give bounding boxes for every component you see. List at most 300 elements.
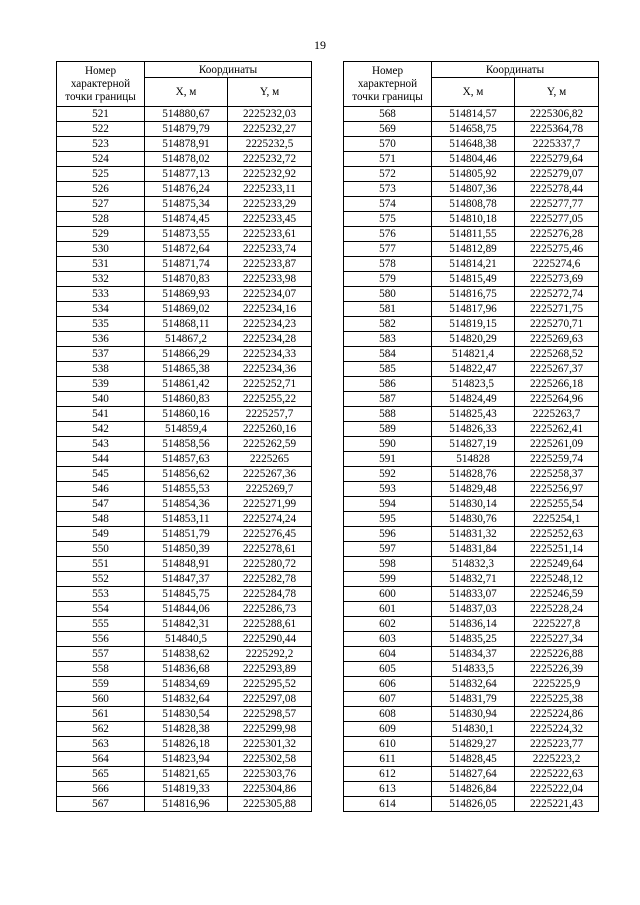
y-coordinate-cell: 2225293,89: [228, 662, 312, 677]
point-number-cell: 533: [57, 287, 145, 302]
x-coordinate-cell: 514829,48: [432, 482, 515, 497]
point-number-cell: 549: [57, 527, 145, 542]
y-coordinate-cell: 2225252,71: [228, 377, 312, 392]
y-coordinate-cell: 2225337,7: [515, 137, 599, 152]
point-number-cell: 608: [344, 707, 432, 722]
point-number-cell: 556: [57, 632, 145, 647]
y-coordinate-cell: 2225272,74: [515, 287, 599, 302]
point-number-cell: 551: [57, 557, 145, 572]
y-coordinate-cell: 2225274,24: [228, 512, 312, 527]
table-row: [57, 602, 312, 617]
y-coordinate-cell: 2225259,74: [515, 452, 599, 467]
point-number-cell: 611: [344, 752, 432, 767]
table-row: [57, 512, 312, 527]
point-number-cell: 544: [57, 452, 145, 467]
x-coordinate-cell: 514810,18: [432, 212, 515, 227]
y-coordinate-cell: 2225277,77: [515, 197, 599, 212]
table-row: [344, 497, 599, 512]
x-coordinate-cell: 514829,27: [432, 737, 515, 752]
x-coordinate-cell: 514830,94: [432, 707, 515, 722]
point-number-cell: 591: [344, 452, 432, 467]
y-coordinate-cell: 2225226,88: [515, 647, 599, 662]
x-coordinate-cell: 514828: [432, 452, 515, 467]
x-coordinate-cell: 514836,14: [432, 617, 515, 632]
x-coordinate-cell: 514851,79: [145, 527, 228, 542]
y-coordinate-cell: 2225303,76: [228, 767, 312, 782]
point-number-cell: 525: [57, 167, 145, 182]
y-coordinate-cell: 2225256,97: [515, 482, 599, 497]
x-coordinate-cell: 514872,64: [145, 242, 228, 257]
table-row: [344, 587, 599, 602]
y-coordinate-cell: 2225263,7: [515, 407, 599, 422]
y-coordinate-cell: 2225249,64: [515, 557, 599, 572]
table-row: [57, 737, 312, 752]
table-row: [344, 632, 599, 647]
x-coordinate-cell: 514838,62: [145, 647, 228, 662]
y-coordinate-cell: 2225267,36: [228, 467, 312, 482]
y-coordinate-cell: 2225225,38: [515, 692, 599, 707]
table-row: [344, 797, 599, 812]
x-coordinate-cell: 514658,75: [432, 122, 515, 137]
y-coordinate-cell: 2225267,37: [515, 362, 599, 377]
table-row: [344, 767, 599, 782]
y-coordinate-cell: 2225270,71: [515, 317, 599, 332]
x-coordinate-cell: 514823,5: [432, 377, 515, 392]
x-coordinate-cell: 514821,65: [145, 767, 228, 782]
point-number-cell: 595: [344, 512, 432, 527]
point-number-cell: 559: [57, 677, 145, 692]
point-number-cell: 553: [57, 587, 145, 602]
point-number-cell: 588: [344, 407, 432, 422]
y-coordinate-cell: 2225264,96: [515, 392, 599, 407]
point-number-cell: 538: [57, 362, 145, 377]
point-number-cell: 584: [344, 347, 432, 362]
point-number-cell: 593: [344, 482, 432, 497]
table-row: [344, 512, 599, 527]
table-row: [57, 212, 312, 227]
table-row: [344, 467, 599, 482]
point-number-cell: 592: [344, 467, 432, 482]
table-row: [57, 452, 312, 467]
point-number-cell: 552: [57, 572, 145, 587]
point-number-cell: 529: [57, 227, 145, 242]
y-coordinate-cell: 2225290,44: [228, 632, 312, 647]
point-number-cell: 578: [344, 257, 432, 272]
table-row: [344, 482, 599, 497]
y-coordinate-cell: 2225282,78: [228, 572, 312, 587]
header-y: Y, м: [228, 78, 312, 107]
point-number-cell: 543: [57, 437, 145, 452]
y-coordinate-cell: 2225276,28: [515, 227, 599, 242]
point-number-cell: 577: [344, 242, 432, 257]
table-row: [344, 692, 599, 707]
y-coordinate-cell: 2225233,61: [228, 227, 312, 242]
table-row: [57, 182, 312, 197]
y-coordinate-cell: 2225232,92: [228, 167, 312, 182]
table-row: [344, 647, 599, 662]
point-number-cell: 557: [57, 647, 145, 662]
x-coordinate-cell: 514812,89: [432, 242, 515, 257]
point-number-cell: 547: [57, 497, 145, 512]
table-row: [57, 332, 312, 347]
point-number-cell: 564: [57, 752, 145, 767]
x-coordinate-cell: 514875,34: [145, 197, 228, 212]
x-coordinate-cell: 514828,45: [432, 752, 515, 767]
x-coordinate-cell: 514845,75: [145, 587, 228, 602]
header-point-number: Номер характерной точки границы: [344, 62, 432, 107]
x-coordinate-cell: 514819,33: [145, 782, 228, 797]
y-coordinate-cell: 2225232,03: [228, 107, 312, 122]
table-row: [344, 257, 599, 272]
x-coordinate-cell: 514876,24: [145, 182, 228, 197]
y-coordinate-cell: 2225306,82: [515, 107, 599, 122]
x-coordinate-cell: 514880,67: [145, 107, 228, 122]
table-row: [57, 317, 312, 332]
x-coordinate-cell: 514833,07: [432, 587, 515, 602]
y-coordinate-cell: 2225234,23: [228, 317, 312, 332]
table-row: [57, 497, 312, 512]
y-coordinate-cell: 2225234,36: [228, 362, 312, 377]
x-coordinate-cell: 514816,75: [432, 287, 515, 302]
x-coordinate-cell: 514816,96: [145, 797, 228, 812]
y-coordinate-cell: 2225265: [228, 452, 312, 467]
x-coordinate-cell: 514850,39: [145, 542, 228, 557]
y-coordinate-cell: 2225258,37: [515, 467, 599, 482]
x-coordinate-cell: 514869,93: [145, 287, 228, 302]
table-body-left: [57, 107, 312, 812]
point-number-cell: 558: [57, 662, 145, 677]
x-coordinate-cell: 514859,4: [145, 422, 228, 437]
x-coordinate-cell: 514822,47: [432, 362, 515, 377]
point-number-cell: 534: [57, 302, 145, 317]
y-coordinate-cell: 2225221,43: [515, 797, 599, 812]
table-row: [344, 542, 599, 557]
x-coordinate-cell: 514826,84: [432, 782, 515, 797]
point-number-cell: 554: [57, 602, 145, 617]
y-coordinate-cell: 2225234,16: [228, 302, 312, 317]
y-coordinate-cell: 2225224,32: [515, 722, 599, 737]
table-row: [57, 647, 312, 662]
point-number-cell: 614: [344, 797, 432, 812]
x-coordinate-cell: 514817,96: [432, 302, 515, 317]
table-row: [57, 752, 312, 767]
point-number-cell: 601: [344, 602, 432, 617]
table-row: [344, 602, 599, 617]
y-coordinate-cell: 2225233,74: [228, 242, 312, 257]
point-number-cell: 561: [57, 707, 145, 722]
x-coordinate-cell: 514858,56: [145, 437, 228, 452]
point-number-cell: 555: [57, 617, 145, 632]
point-number-cell: 583: [344, 332, 432, 347]
y-coordinate-cell: 2225222,04: [515, 782, 599, 797]
y-coordinate-cell: 2225222,63: [515, 767, 599, 782]
table-row: [57, 272, 312, 287]
x-coordinate-cell: 514826,18: [145, 737, 228, 752]
x-coordinate-cell: 514856,62: [145, 467, 228, 482]
point-number-cell: 596: [344, 527, 432, 542]
y-coordinate-cell: 2225246,59: [515, 587, 599, 602]
x-coordinate-cell: 514853,11: [145, 512, 228, 527]
point-number-cell: 527: [57, 197, 145, 212]
table-row: [57, 527, 312, 542]
table-row: [344, 317, 599, 332]
point-number-cell: 569: [344, 122, 432, 137]
table-row: [344, 167, 599, 182]
x-coordinate-cell: 514826,33: [432, 422, 515, 437]
x-coordinate-cell: 514826,05: [432, 797, 515, 812]
point-number-cell: 598: [344, 557, 432, 572]
point-number-cell: 590: [344, 437, 432, 452]
y-coordinate-cell: 2225364,78: [515, 122, 599, 137]
header-coordinates: Координаты: [432, 62, 599, 78]
y-coordinate-cell: 2225233,98: [228, 272, 312, 287]
x-coordinate-cell: 514865,38: [145, 362, 228, 377]
point-number-cell: 545: [57, 467, 145, 482]
x-coordinate-cell: 514827,19: [432, 437, 515, 452]
point-number-cell: 565: [57, 767, 145, 782]
y-coordinate-cell: 2225301,32: [228, 737, 312, 752]
point-number-cell: 563: [57, 737, 145, 752]
point-number-cell: 562: [57, 722, 145, 737]
y-coordinate-cell: 2225227,8: [515, 617, 599, 632]
point-number-cell: 550: [57, 542, 145, 557]
x-coordinate-cell: 514878,91: [145, 137, 228, 152]
point-number-cell: 586: [344, 377, 432, 392]
point-number-cell: 535: [57, 317, 145, 332]
table-row: [344, 302, 599, 317]
table-row: [344, 182, 599, 197]
point-number-cell: 585: [344, 362, 432, 377]
header-point-number: Номер характерной точки границы: [57, 62, 145, 107]
table-row: [344, 197, 599, 212]
y-coordinate-cell: 2225278,61: [228, 542, 312, 557]
y-coordinate-cell: 2225255,54: [515, 497, 599, 512]
x-coordinate-cell: 514820,29: [432, 332, 515, 347]
table-row: [344, 212, 599, 227]
y-coordinate-cell: 2225284,78: [228, 587, 312, 602]
y-coordinate-cell: 2225234,28: [228, 332, 312, 347]
y-coordinate-cell: 2225233,29: [228, 197, 312, 212]
y-coordinate-cell: 2225232,5: [228, 137, 312, 152]
point-number-cell: 548: [57, 512, 145, 527]
y-coordinate-cell: 2225232,72: [228, 152, 312, 167]
y-coordinate-cell: 2225225,9: [515, 677, 599, 692]
table-row: [57, 617, 312, 632]
x-coordinate-cell: 514857,63: [145, 452, 228, 467]
y-coordinate-cell: 2225273,69: [515, 272, 599, 287]
table-row: [344, 152, 599, 167]
point-number-cell: 579: [344, 272, 432, 287]
x-coordinate-cell: 514824,49: [432, 392, 515, 407]
x-coordinate-cell: 514827,64: [432, 767, 515, 782]
x-coordinate-cell: 514821,4: [432, 347, 515, 362]
point-number-cell: 609: [344, 722, 432, 737]
table-row: [57, 392, 312, 407]
point-number-cell: 571: [344, 152, 432, 167]
x-coordinate-cell: 514830,1: [432, 722, 515, 737]
y-coordinate-cell: 2225280,72: [228, 557, 312, 572]
x-coordinate-cell: 514844,06: [145, 602, 228, 617]
point-number-cell: 606: [344, 677, 432, 692]
y-coordinate-cell: 2225234,07: [228, 287, 312, 302]
point-number-cell: 567: [57, 797, 145, 812]
point-number-cell: 560: [57, 692, 145, 707]
x-coordinate-cell: 514648,38: [432, 137, 515, 152]
point-number-cell: 522: [57, 122, 145, 137]
table-row: [344, 422, 599, 437]
x-coordinate-cell: 514831,79: [432, 692, 515, 707]
x-coordinate-cell: 514831,32: [432, 527, 515, 542]
table-row: [57, 722, 312, 737]
page-number: 19: [314, 38, 326, 52]
point-number-cell: 612: [344, 767, 432, 782]
point-number-cell: 603: [344, 632, 432, 647]
point-number-cell: 542: [57, 422, 145, 437]
x-coordinate-cell: 514842,31: [145, 617, 228, 632]
y-coordinate-cell: 2225286,73: [228, 602, 312, 617]
point-number-cell: 573: [344, 182, 432, 197]
y-coordinate-cell: 2225233,45: [228, 212, 312, 227]
x-coordinate-cell: 514823,94: [145, 752, 228, 767]
table-row: [344, 452, 599, 467]
table-row: [344, 407, 599, 422]
y-coordinate-cell: 2225257,7: [228, 407, 312, 422]
point-number-cell: 610: [344, 737, 432, 752]
table-row: [344, 782, 599, 797]
table-row: [57, 692, 312, 707]
y-coordinate-cell: 2225304,86: [228, 782, 312, 797]
table-row: [344, 227, 599, 242]
point-number-cell: 570: [344, 137, 432, 152]
point-number-cell: 594: [344, 497, 432, 512]
x-coordinate-cell: 514831,84: [432, 542, 515, 557]
table-row: [344, 557, 599, 572]
table-row: [344, 527, 599, 542]
x-coordinate-cell: 514877,13: [145, 167, 228, 182]
y-coordinate-cell: 2225266,18: [515, 377, 599, 392]
x-coordinate-cell: 514828,76: [432, 467, 515, 482]
header-x: X, м: [145, 78, 228, 107]
table-body-right: [344, 107, 599, 812]
y-coordinate-cell: 2225224,86: [515, 707, 599, 722]
y-coordinate-cell: 2225233,11: [228, 182, 312, 197]
table-row: [57, 662, 312, 677]
x-coordinate-cell: 514879,79: [145, 122, 228, 137]
table-row: [57, 422, 312, 437]
table-row: [344, 107, 599, 122]
point-number-cell: 607: [344, 692, 432, 707]
table-row: [344, 437, 599, 452]
x-coordinate-cell: 514860,16: [145, 407, 228, 422]
point-number-cell: 572: [344, 167, 432, 182]
x-coordinate-cell: 514811,55: [432, 227, 515, 242]
table-row: [344, 122, 599, 137]
table-row: [57, 347, 312, 362]
point-number-cell: 613: [344, 782, 432, 797]
y-coordinate-cell: 2225279,64: [515, 152, 599, 167]
y-coordinate-cell: 2225232,27: [228, 122, 312, 137]
x-coordinate-cell: 514830,76: [432, 512, 515, 527]
table-row: [57, 557, 312, 572]
table-row: [57, 782, 312, 797]
y-coordinate-cell: 2225276,45: [228, 527, 312, 542]
x-coordinate-cell: 514868,11: [145, 317, 228, 332]
x-coordinate-cell: 514832,3: [432, 557, 515, 572]
table-row: [57, 137, 312, 152]
y-coordinate-cell: 2225223,77: [515, 737, 599, 752]
table-row: [57, 632, 312, 647]
point-number-cell: 546: [57, 482, 145, 497]
y-coordinate-cell: 2225226,39: [515, 662, 599, 677]
table-row: [344, 752, 599, 767]
y-coordinate-cell: 2225271,99: [228, 497, 312, 512]
x-coordinate-cell: 514830,54: [145, 707, 228, 722]
table-row: [57, 797, 312, 812]
x-coordinate-cell: 514814,21: [432, 257, 515, 272]
table-row: [344, 272, 599, 287]
table-row: [57, 377, 312, 392]
table-row: [57, 587, 312, 602]
table-row: [344, 242, 599, 257]
point-number-cell: 582: [344, 317, 432, 332]
y-coordinate-cell: 2225223,2: [515, 752, 599, 767]
x-coordinate-cell: 514866,29: [145, 347, 228, 362]
x-coordinate-cell: 514848,91: [145, 557, 228, 572]
table-row: [344, 137, 599, 152]
point-number-cell: 576: [344, 227, 432, 242]
x-coordinate-cell: 514837,03: [432, 602, 515, 617]
point-number-cell: 597: [344, 542, 432, 557]
point-number-cell: 605: [344, 662, 432, 677]
coordinates-table-right: [343, 61, 599, 812]
table-row: [57, 107, 312, 122]
point-number-cell: 531: [57, 257, 145, 272]
y-coordinate-cell: 2225248,12: [515, 572, 599, 587]
y-coordinate-cell: 2225299,98: [228, 722, 312, 737]
table-row: [57, 677, 312, 692]
x-coordinate-cell: 514869,02: [145, 302, 228, 317]
table-row: [57, 197, 312, 212]
x-coordinate-cell: 514847,37: [145, 572, 228, 587]
x-coordinate-cell: 514828,38: [145, 722, 228, 737]
y-coordinate-cell: 2225254,1: [515, 512, 599, 527]
table-row: [57, 572, 312, 587]
table-row: [57, 707, 312, 722]
point-number-cell: 575: [344, 212, 432, 227]
x-coordinate-cell: 514815,49: [432, 272, 515, 287]
y-coordinate-cell: 2225262,59: [228, 437, 312, 452]
table-row: [57, 227, 312, 242]
point-number-cell: 604: [344, 647, 432, 662]
y-coordinate-cell: 2225262,41: [515, 422, 599, 437]
point-number-cell: 532: [57, 272, 145, 287]
x-coordinate-cell: 514854,36: [145, 497, 228, 512]
x-coordinate-cell: 514808,78: [432, 197, 515, 212]
y-coordinate-cell: 2225260,16: [228, 422, 312, 437]
y-coordinate-cell: 2225279,07: [515, 167, 599, 182]
y-coordinate-cell: 2225278,44: [515, 182, 599, 197]
point-number-cell: 587: [344, 392, 432, 407]
table-row: [57, 767, 312, 782]
x-coordinate-cell: 514819,15: [432, 317, 515, 332]
table-row: [57, 362, 312, 377]
y-coordinate-cell: 2225271,75: [515, 302, 599, 317]
point-number-cell: 581: [344, 302, 432, 317]
y-coordinate-cell: 2225275,46: [515, 242, 599, 257]
point-number-cell: 539: [57, 377, 145, 392]
y-coordinate-cell: 2225234,33: [228, 347, 312, 362]
x-coordinate-cell: 514807,36: [432, 182, 515, 197]
